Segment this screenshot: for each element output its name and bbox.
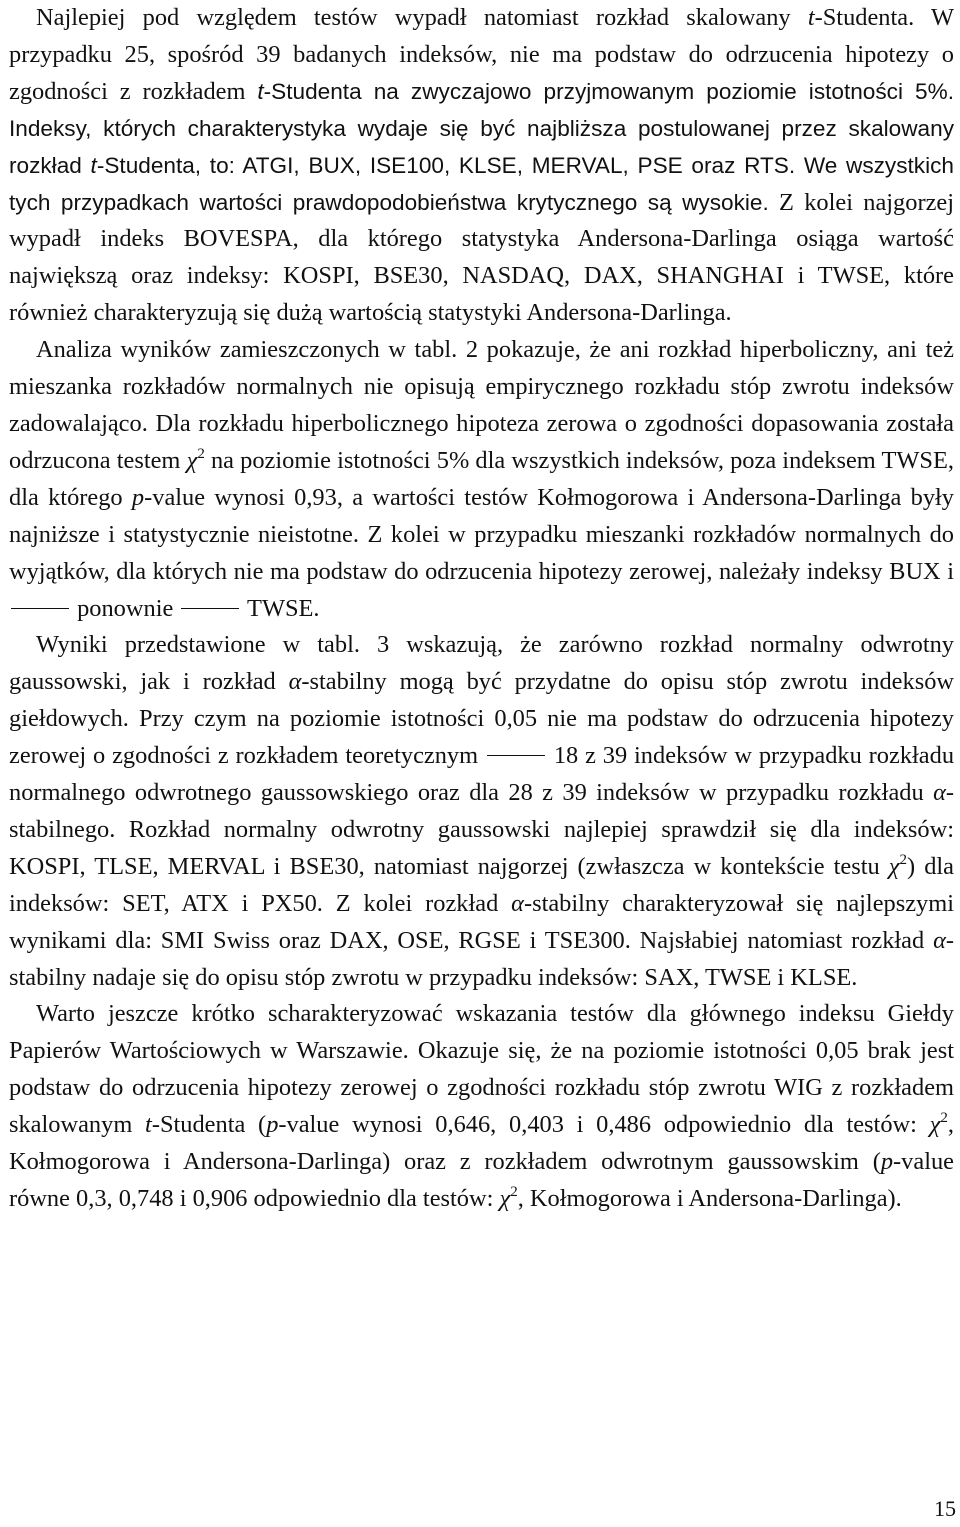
- alpha-symbol: α: [933, 779, 946, 807]
- text-run: Najlepiej pod względem testów wypadł natomiast rozkład skalowany: [36, 4, 808, 31]
- text-run: -value wynosi 0,93, a wartości testów Kołmogorowa i Andersona-Darlinga były najniższe i statystycznie nieistotne. Z kolei w przypadku mieszanki rozkładów normalnych do wyjątków, dla których nie ma podstaw do odrzucenia hipotezy zerowej, należały indeksy BUX i: [9, 483, 955, 585]
- chi-symbol: χ: [888, 852, 900, 880]
- text-run: -value równe 0,3, 0,748 i 0,906 odpowiednio dla testów:: [9, 1148, 954, 1212]
- italic-p: p: [131, 483, 145, 511]
- text-run: -Studenta na zwyczajowo przyjmowanym poziomie istotności 5%. Indeksy, których charakterystyka wydaje się być najbliższa postulowanej przez skalowany rozkład: [9, 78, 954, 178]
- paragraph-4: [9, 996, 954, 1217]
- text-run: -value wynosi 0,646, 0,403 i 0,486 odpowiednio dla testów:: [278, 1111, 930, 1139]
- chi-symbol: χ: [929, 1111, 941, 1139]
- em-dash: [487, 755, 545, 756]
- text-run: -stabilny charakteryzował się najlepszymi wynikami dla: SMI Swiss oraz DAX, OSE, RGSE i TSE300. Najsłabiej natomiast rozkład: [9, 889, 954, 954]
- text-run: -Studenta. W przypadku 25, spośród 39 badanych indeksów, nie ma podstaw do odrzucenia hipotezy o zgodności z rozkładem: [9, 4, 954, 105]
- text-run: -stabilny nadaje się do opisu stóp zwrotu w przypadku indeksów: SAX, TWSE i KLSE.: [9, 926, 954, 991]
- text-run: ponownie: [71, 594, 180, 622]
- text-run: -stabilnego. Rozkład normalny odwrotny gaussowski najlepiej sprawdził się dla indeksów: KOSPI, TLSE, MERVAL i BSE30, natomiast najgorzej (zwłaszcza w kontekście testu: [9, 779, 954, 880]
- text-run: -Studenta, to: ATGI, BUX, ISE100, KLSE, MERVAL, PSE oraz RTS. We wszystkich tych przypadkach wartości prawdopodobieństwa krytycznego są wysokie.: [9, 152, 954, 215]
- italic-p: p: [880, 1148, 894, 1176]
- superscript: 2: [899, 851, 907, 868]
- superscript: 2: [940, 1110, 948, 1127]
- text-run: -Studenta (: [151, 1111, 267, 1139]
- italic-p: p: [266, 1111, 279, 1139]
- paragraph-2: [9, 332, 954, 627]
- text-run: 18 z 39 indeksów w przypadku rozkładu normalnego odwrotnego gaussowskiego oraz dla 28 z 39 indeksów w przypadku rozkładu: [9, 742, 955, 807]
- italic-t: t: [145, 1111, 152, 1139]
- chi-symbol: χ: [499, 1185, 511, 1212]
- text-run: TWSE.: [241, 594, 320, 622]
- em-dash: [11, 608, 69, 609]
- text-run: Z kolei najgorzej wypadł indeks BOVESPA, dla którego statystyka Andersona-Darlinga osiąga wartość największą oraz indeksy: KOSPI, BSE30, NASDAQ, DAX, SHANGHAI i TWSE, które również charakteryzują się dużą wartością statystyki Andersona-Darlinga.: [9, 188, 954, 327]
- paragraph-1: [9, 0, 954, 332]
- text-run: ) dla indeksów: SET, ATX i PX50. Z kolei rozkład: [9, 852, 954, 917]
- italic-t: t: [257, 78, 264, 104]
- text-run: -stabilny mogą być przydatne do opisu stóp zwrotu indeksów giełdowych. Przy czym na poziomie istotności 0,05 nie ma podstaw do odrzucenia hipotezy zerowej o zgodności z rozkładem teoretycznym: [9, 668, 955, 770]
- em-dash: [181, 608, 239, 609]
- superscript: 2: [510, 1184, 518, 1200]
- page-number: 15: [934, 1496, 956, 1521]
- text-run: , Kołmogorowa i Andersona-Darlinga) oraz z rozkładem odwrotnym gaussowskim (: [9, 1111, 955, 1176]
- text-run: Analiza wyników zamieszczonych w tabl. 2 pokazuje, że ani rozkład hiperboliczny, ani też mieszanka rozkładów normalnych nie opisują empirycznego rozkładu stóp zwrotu indeksów zadowalająco. Dla rozkładu hiperbolicznego hipoteza zerowa o zgodności dopasowania została odrzucona testem: [9, 336, 954, 474]
- alpha-symbol: α: [933, 926, 946, 954]
- italic-t: t: [807, 4, 815, 31]
- text-run: na poziomie istotności 5% dla wszystkich indeksów, poza indeksem TWSE, dla którego: [9, 446, 954, 511]
- page-body: [9, 0, 954, 1218]
- paragraph-3: [9, 627, 954, 996]
- text-run: , Kołmogorowa i Andersona-Darlinga).: [517, 1185, 902, 1212]
- alpha-symbol: α: [511, 889, 524, 917]
- text-run: Warto jeszcze krótko scharakteryzować wskazania testów dla głównego indeksu Giełdy Papierów Wartościowych w Warszawie. Okazuje się, że na poziomie istotności 0,05 brak jest podstaw do odrzucenia hipotezy zerowej o zgodności rozkładu stóp zwrotu WIG z rozkładem skalowanym: [9, 1000, 954, 1139]
- text-run: Wyniki przedstawione w tabl. 3 wskazują, że zarówno rozkład normalny odwrotny gaussowski, jak i rozkład: [9, 631, 954, 696]
- chi-symbol: χ: [186, 446, 198, 474]
- alpha-symbol: α: [288, 668, 302, 696]
- italic-t: t: [90, 152, 97, 178]
- superscript: 2: [197, 445, 205, 462]
